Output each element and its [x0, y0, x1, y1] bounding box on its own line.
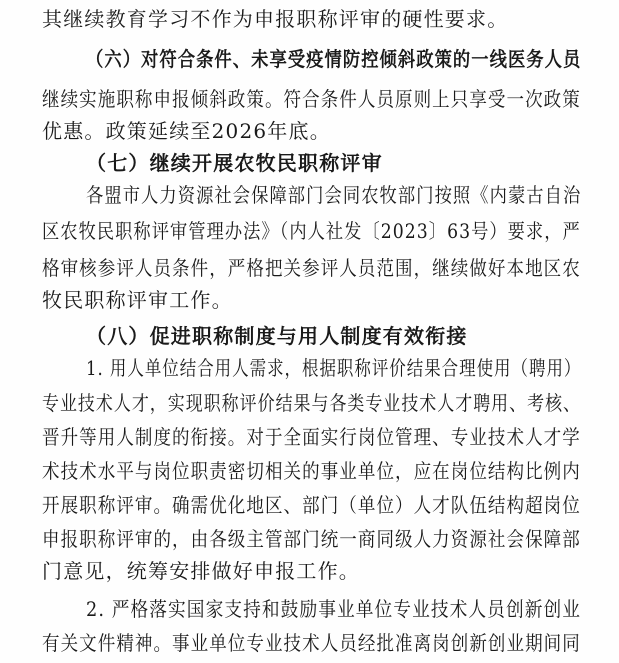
section-heading-8: （八）促进职称制度与用人制度有效衔接 — [86, 324, 468, 348]
text-line: 继续实施职称申报倾斜政策。符合条件人员原则上只享受一次政策 — [42, 87, 581, 111]
text-line: 1. 用人单位结合用人需求，根据职称评价结果合理使用（聘用） — [86, 356, 582, 380]
section-heading-7: （七）继续开展农牧民职称评审 — [86, 151, 383, 175]
text-line: 格审核参评人员条件，严格把关参评人员范围，继续做好本地区农 — [42, 256, 581, 280]
text-line: 专业技术人才，实现职称评价结果与各类专业技术人才聘用、考核、 — [42, 391, 581, 415]
text-line: 优惠。政策延续至2026年底。 — [42, 119, 331, 143]
text-line: 其继续教育学习不作为申报职称评审的硬性要求。 — [42, 7, 509, 31]
text-line: 各盟市人力资源社会保障部门会同农牧部门按照《内蒙古自治 — [86, 183, 582, 207]
text-line: 区农牧民职称评审管理办法》（内人社发〔2023〕63号）要求，严 — [42, 219, 581, 243]
text-line: 2. 严格落实国家支持和鼓励事业单位专业技术人员创新创业 — [86, 597, 582, 621]
section-heading-6: （六）对符合条件、未享受疫情防控倾斜政策的一线医务人员 — [86, 47, 582, 71]
text-line: 术技术水平与岗位职责密切相关的事业单位，应在岗位结构比例内 — [42, 459, 581, 483]
text-line: 门意见，统筹安排做好申报工作。 — [42, 559, 360, 583]
text-line: 晋升等用人制度的衔接。对于全面实行岗位管理、专业技术人才学 — [42, 425, 581, 449]
text-line: 有关文件精神。事业单位专业技术人员经批准离岗创新创业期间同 — [42, 631, 581, 655]
text-line: 申报职称评审的，由各级主管部门统一商同级人力资源社会保障部 — [42, 527, 581, 551]
text-line: 开展职称评审。确需优化地区、部门（单位）人才队伍结构超岗位 — [42, 493, 581, 517]
text-line: 牧民职称评审工作。 — [42, 288, 233, 312]
